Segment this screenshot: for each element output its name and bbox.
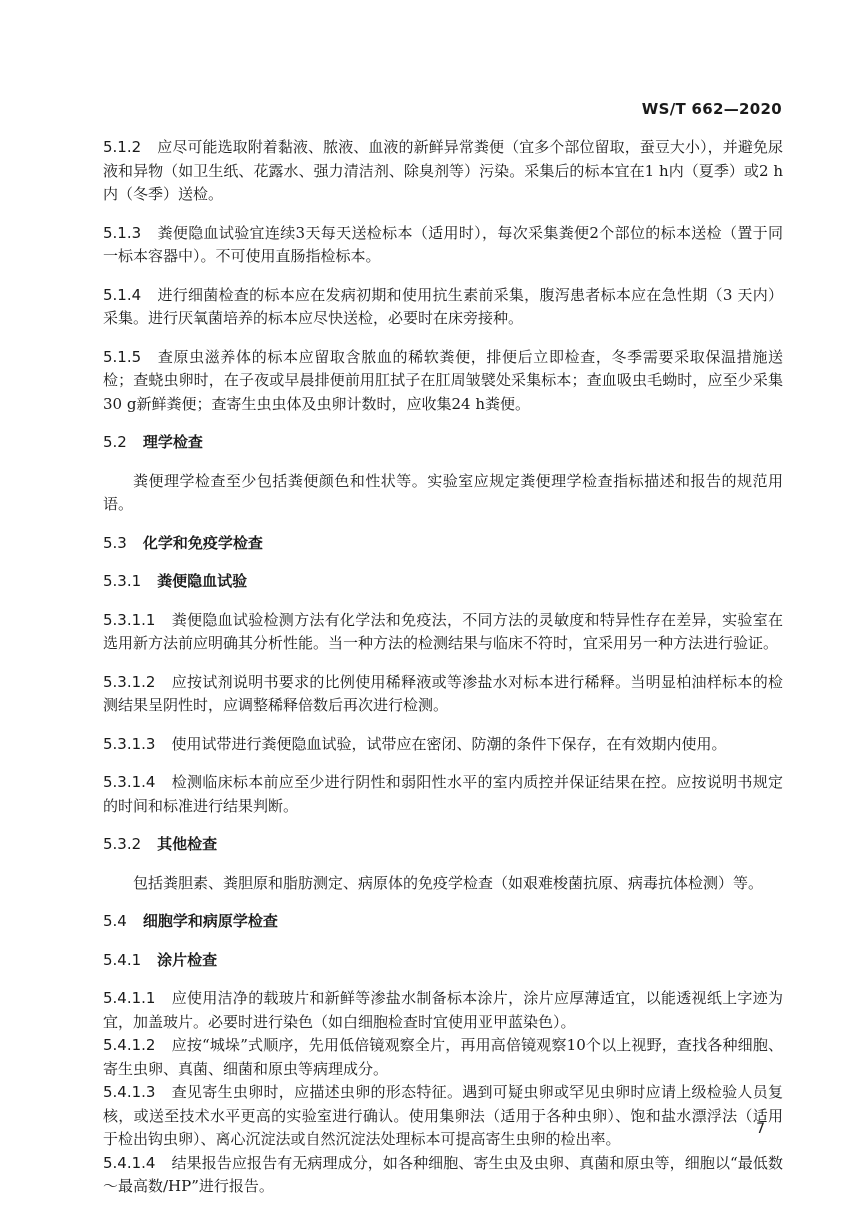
section-number: 5.2 [103,433,127,451]
clause-paragraph [103,733,783,757]
clause-number: 5.1.5 [103,347,142,366]
clause-number: 5.3.1.3 [103,734,156,753]
section-number: 5.4.1 [103,950,142,969]
clause-text: 查见寄生虫卵时，应描述虫卵的形态特征。遇到可疑虫卵或罕见虫卵时应请上级检验人员复核，或送至技术水平更高的实验室进行确认。使用集卵法（适用于各种虫卵）、饱和盐水漂浮法（适用于检出钩虫卵）、离心沉淀法或自然沉淀法处理标本可提高寄生虫卵的检出率。 [103,1083,783,1148]
section-title: 化学和免疫学检查 [142,533,263,552]
clause-number: 5.4.1.1 [103,989,156,1007]
clause-text: 粪便隐血试验检测方法有化学法和免疫法，不同方法的灵敏度和特异性存在差异，实验室在选用新方法前应明确其分析性能。当一种方法的检测结果与临床不符时，宜采用另一种方法进行验证。 [103,610,783,652]
section-heading [103,431,783,455]
section-heading [103,833,783,857]
section-heading [103,949,783,973]
clause-number: 5.1.3 [103,223,142,242]
clause-number: 5.3.1.1 [103,610,156,629]
clause-number: 5.1.4 [103,285,142,304]
clause-text: 进行细菌检查的标本应在发病初期和使用抗生素前采集，腹泻患者标本应在急性期（3 天内）采集。进行厌氧菌培养的标本应尽快送检，必要时在床旁接种。 [103,285,783,327]
clause-number: 5.3.1.4 [103,773,156,791]
clause-paragraph [103,987,783,1034]
clause-number: 5.3.1.2 [103,672,156,691]
section-title: 细胞学和病原学检查 [142,912,278,930]
section-number: 5.3.2 [103,835,142,853]
clause-number: 5.4.1.2 [103,1036,156,1054]
section-number: 5.4 [103,912,127,930]
section-number: 5.3.1 [103,572,142,590]
clause-paragraph [103,136,783,207]
clause-text: 应尽可能选取附着黏液、脓液、血液的新鲜异常粪便（宜多个部位留取，蚕豆大小），并避免尿液和异物（如卫生纸、花露水、强力清洁剂、除臭剂等）污染。采集后的标本宜在1 h内（夏季）或2 h内（冬季）送检。 [103,138,783,203]
section-heading [103,910,783,934]
clause-number: 5.1.2 [103,138,142,156]
clause-paragraph [103,1152,783,1199]
document-id-header: WS/T 662—2020 [641,100,782,118]
clause-paragraph [103,671,783,718]
clause-text: 查原虫滋养体的标本应留取含脓血的稀软粪便，排便后立即检查，冬季需要采取保温措施送检；查蛲虫卵时，在子夜或早晨排便前用肛拭子在肛周皱襞处采集标本；查血吸虫毛蚴时，应至少采集30 g新鲜粪便；查寄生虫虫体及虫卵计数时，应收集24 h粪便。 [103,347,783,413]
clause-text: 检测临床标本前应至少进行阴性和弱阳性水平的室内质控并保证结果在控。应按说明书规定的时间和标准进行结果判断。 [103,773,783,815]
clause-number: 5.4.1.4 [103,1153,156,1172]
section-number: 5.3 [103,533,127,552]
clause-text: 结果报告应报告有无病理成分，如各种细胞、寄生虫及虫卵、真菌和原虫等，细胞以“最低数～最高数/HP”进行报告。 [103,1153,783,1195]
clause-paragraph [103,284,783,331]
clause-paragraph [103,771,783,818]
clause-text: 应使用洁净的载玻片和新鲜等渗盐水制备标本涂片，涂片应厚薄适宜，以能透视纸上字迹为宜，加盖玻片。必要时进行染色（如白细胞检查时宜使用亚甲蓝染色）。 [103,989,783,1031]
clause-text: 应按“城垛”式顺序，先用低倍镜观察全片，再用高倍镜观察10个以上视野，查找各种细胞、寄生虫卵、真菌、细菌和原虫等病理成分。 [103,1036,783,1078]
page-number: 7 [756,1121,765,1137]
clause-text: 粪便隐血试验宜连续3天每天送检标本（适用时），每次采集粪便2个部位的标本送检（置于同一标本容器中）。不可使用直肠指检标本。 [103,223,783,265]
clause-paragraph [103,222,783,269]
clause-text: 应按试剂说明书要求的比例使用稀释液或等渗盐水对标本进行稀释。当明显柏油样标本的检测结果呈阴性时，应调整稀释倍数后再次进行检测。 [103,672,783,714]
clause-paragraph [103,346,783,417]
section-title: 理学检查 [142,433,203,451]
section-title: 粪便隐血试验 [157,572,248,590]
section-title: 涂片检查 [157,950,218,969]
document-body [103,136,783,1199]
clause-paragraph [103,609,783,656]
clause-paragraph [103,1081,783,1152]
clause-text: 使用试带进行粪便隐血试验，试带应在密闭、防潮的条件下保存，在有效期内使用。 [171,734,727,753]
clause-number: 5.4.1.3 [103,1083,156,1101]
section-heading [103,570,783,594]
section-heading [103,532,783,556]
clause-paragraph [103,1034,783,1081]
body-paragraph: 粪便理学检查至少包括粪便颜色和性状等。实验室应规定粪便理学检查指标描述和报告的规范用语。 [103,471,783,513]
body-paragraph: 包括粪胆素、粪胆原和脂肪测定、病原体的免疫学检查（如艰难梭菌抗原、病毒抗体检测）等。 [133,873,764,892]
section-title: 其他检查 [157,835,218,853]
